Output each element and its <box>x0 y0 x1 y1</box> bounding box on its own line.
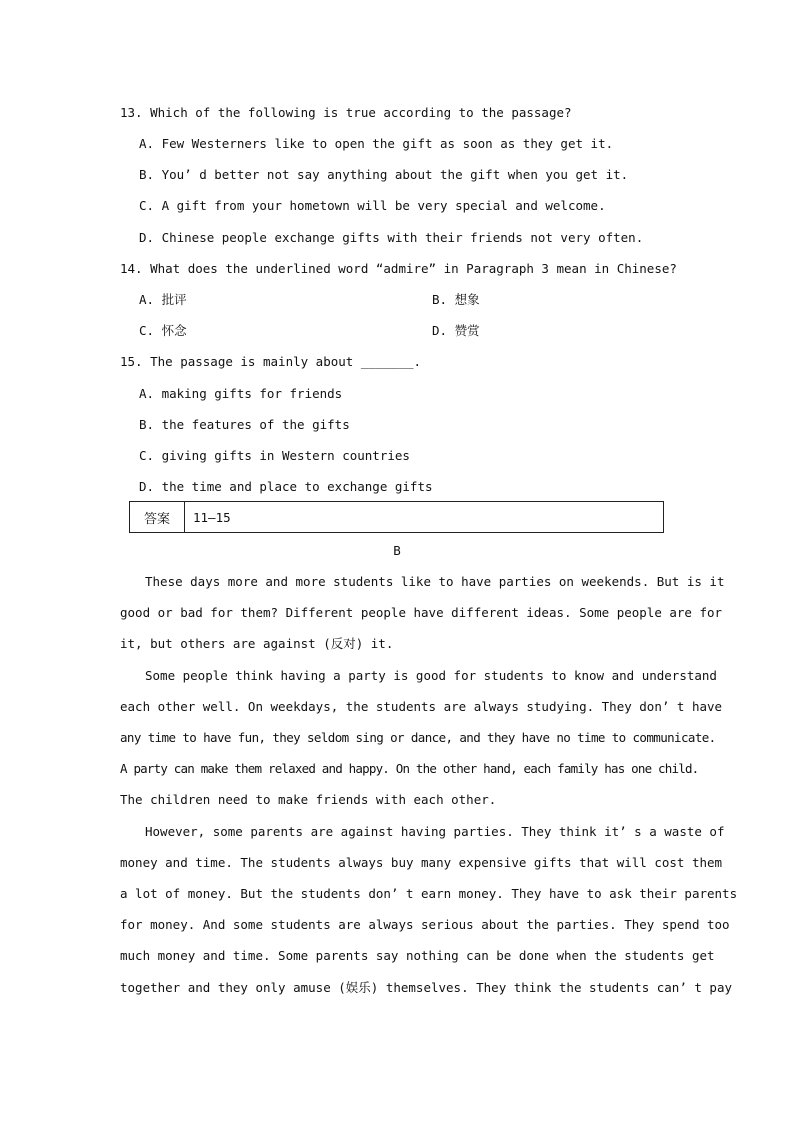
question-14-option-c: C. 怀念 <box>139 323 187 338</box>
passage-line: A party can make them relaxed and happy. On the other hand, each family has one child. <box>120 761 699 776</box>
question-14-stem: 14. What does the underlined word “admire” in Paragraph 3 mean in Chinese? <box>120 261 677 276</box>
question-13-option-d: D. Chinese people exchange gifts with their friends not very often. <box>139 230 644 245</box>
passage-line: much money and time. Some parents say nothing can be done when the students get <box>120 948 715 963</box>
question-15-option-d: D. the time and place to exchange gifts <box>139 479 433 494</box>
passage-line: money and time. The students always buy many expensive gifts that will cost them <box>120 855 723 870</box>
passage-line: any time to have fun, they seldom sing or dance, and they have no time to communicate. <box>120 730 716 745</box>
question-15-option-c: C. giving gifts in Western countries <box>139 448 410 463</box>
question-14-option-a: A. 批评 <box>139 292 187 307</box>
passage-line: it, but others are against (反对) it. <box>120 636 394 651</box>
passage-line: The children need to make friends with each other. <box>120 792 497 807</box>
passage-line: together and they only amuse (娱乐) themselves. They think the students can’ t pay <box>120 980 732 995</box>
question-13-option-c: C. A gift from your hometown will be very special and welcome. <box>139 198 606 213</box>
passage-line: a lot of money. But the students don’ t earn money. They have to ask their parents <box>120 886 738 901</box>
passage-line: each other well. On weekdays, the students are always studying. They don’ t have <box>120 699 723 714</box>
passage-line: good or bad for them? Different people have different ideas. Some people are for <box>120 605 723 620</box>
passage-line: These days more and more students like to have parties on weekends. But is it <box>145 574 725 589</box>
answer-label: 答案 <box>130 502 185 532</box>
question-13-option-b: B. You’ d better not say anything about the gift when you get it. <box>139 167 629 182</box>
section-b-title: B <box>393 543 401 558</box>
answer-value: 11—15 <box>193 509 231 525</box>
question-14-option-d: D. 赞赏 <box>432 323 480 338</box>
question-13-stem: 13. Which of the following is true according to the passage? <box>120 105 572 120</box>
answer-table <box>129 501 664 533</box>
question-15-option-a: A. making gifts for friends <box>139 386 343 401</box>
question-13-option-a: A. Few Westerners like to open the gift as soon as they get it. <box>139 136 614 151</box>
question-14-option-b: B. 想象 <box>432 292 480 307</box>
passage-line: for money. And some students are always serious about the parties. They spend too <box>120 917 730 932</box>
question-15-stem: 15. The passage is mainly about _______. <box>120 354 422 369</box>
question-15-option-b: B. the features of the gifts <box>139 417 350 432</box>
passage-line: Some people think having a party is good for students to know and understand <box>145 668 717 683</box>
passage-line: However, some parents are against having parties. They think it’ s a waste of <box>145 824 725 839</box>
